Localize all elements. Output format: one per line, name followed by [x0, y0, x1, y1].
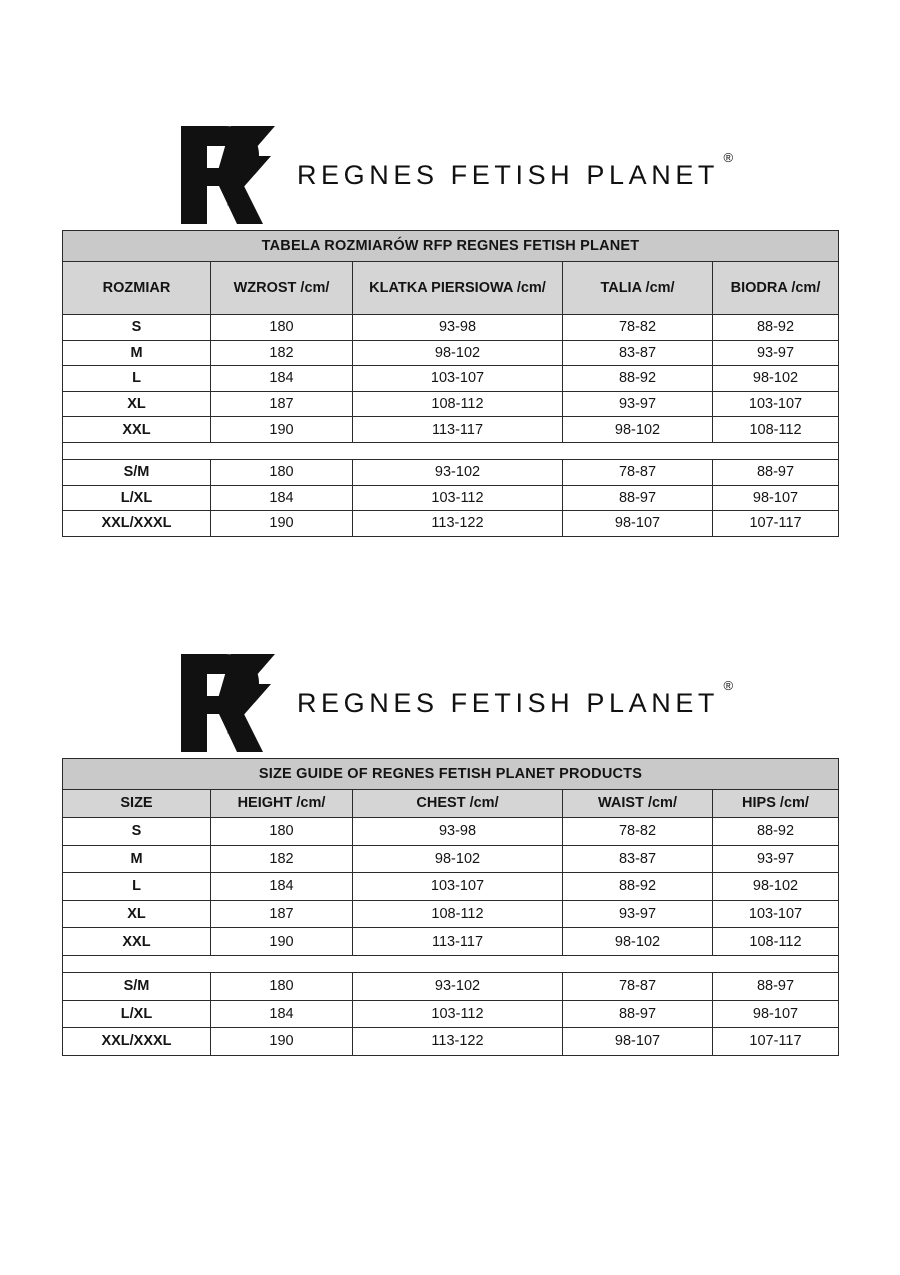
cell-chest: 93-98 — [353, 315, 563, 341]
cell-height: 184 — [211, 366, 353, 392]
cell-chest: 113-122 — [353, 511, 563, 537]
size-table-en — [62, 758, 839, 1056]
cell-chest: 93-98 — [353, 818, 563, 846]
cell-hips: 107-117 — [713, 511, 839, 537]
cell-waist: 88-97 — [563, 485, 713, 511]
column-header-height: HEIGHT /cm/ — [211, 790, 353, 818]
brand-name-text: REGNES FETISH PLANET — [296, 687, 720, 718]
cell-chest: 98-102 — [353, 845, 563, 873]
cell-waist: 98-107 — [563, 511, 713, 537]
cell-waist: 78-87 — [563, 459, 713, 485]
cell-chest: 103-107 — [353, 366, 563, 392]
cell-hips: 93-97 — [713, 340, 839, 366]
cell-height: 184 — [211, 485, 353, 511]
cell-height: 180 — [211, 972, 353, 1000]
table-group-spacer — [63, 955, 839, 972]
rfp-monogram-icon — [167, 122, 279, 228]
column-header-waist: WAIST /cm/ — [563, 790, 713, 818]
cell-waist: 78-82 — [563, 315, 713, 341]
rfp-monogram-icon — [167, 650, 279, 756]
cell-size: XL — [63, 391, 211, 417]
cell-chest: 113-117 — [353, 928, 563, 956]
table-row — [63, 485, 839, 511]
cell-waist: 98-102 — [563, 928, 713, 956]
cell-hips: 108-112 — [713, 417, 839, 443]
cell-chest: 93-102 — [353, 459, 563, 485]
cell-size: L/XL — [63, 1000, 211, 1028]
cell-waist: 98-107 — [563, 1028, 713, 1056]
column-header-hips: BIODRA /cm/ — [713, 262, 839, 315]
cell-size: XXL/XXXL — [63, 511, 211, 537]
cell-size: S — [63, 315, 211, 341]
table-row — [63, 972, 839, 1000]
table-header-row — [63, 262, 839, 315]
cell-size: M — [63, 845, 211, 873]
cell-height: 184 — [211, 873, 353, 901]
table-title-row — [63, 231, 839, 262]
table-row — [63, 340, 839, 366]
cell-height: 180 — [211, 459, 353, 485]
cell-height: 190 — [211, 511, 353, 537]
cell-chest: 103-112 — [353, 1000, 563, 1028]
table-row — [63, 459, 839, 485]
cell-size: S/M — [63, 972, 211, 1000]
brand-wordmark — [296, 677, 734, 719]
table-title: TABELA ROZMIARÓW RFP REGNES FETISH PLANET — [63, 231, 839, 262]
cell-hips: 103-107 — [713, 900, 839, 928]
table-row — [63, 928, 839, 956]
table-wrapper-en — [62, 758, 838, 1056]
cell-size: S/M — [63, 459, 211, 485]
table-row — [63, 366, 839, 392]
cell-size: L/XL — [63, 485, 211, 511]
table-row — [63, 417, 839, 443]
cell-chest: 108-112 — [353, 391, 563, 417]
brand-logo-pl — [0, 120, 900, 230]
registered-mark: ® — [723, 149, 734, 165]
cell-chest: 113-122 — [353, 1028, 563, 1056]
cell-height: 180 — [211, 315, 353, 341]
table-group-spacer — [63, 442, 839, 459]
column-header-chest: CHEST /cm/ — [353, 790, 563, 818]
cell-hips: 88-92 — [713, 818, 839, 846]
cell-chest: 93-102 — [353, 972, 563, 1000]
cell-height: 187 — [211, 391, 353, 417]
cell-hips: 98-107 — [713, 1000, 839, 1028]
cell-size: S — [63, 818, 211, 846]
column-header-waist: TALIA /cm/ — [563, 262, 713, 315]
brand-logo-en — [0, 648, 900, 758]
cell-waist: 93-97 — [563, 391, 713, 417]
cell-height: 190 — [211, 417, 353, 443]
cell-waist: 78-82 — [563, 818, 713, 846]
table-row — [63, 511, 839, 537]
cell-hips: 98-102 — [713, 366, 839, 392]
cell-waist: 83-87 — [563, 340, 713, 366]
cell-chest: 98-102 — [353, 340, 563, 366]
size-chart-section-pl — [0, 120, 900, 537]
table-title-row — [63, 759, 839, 790]
cell-hips: 98-107 — [713, 485, 839, 511]
size-table-pl — [62, 230, 839, 537]
cell-size: XXL — [63, 417, 211, 443]
cell-height: 190 — [211, 928, 353, 956]
cell-waist: 93-97 — [563, 900, 713, 928]
cell-height: 182 — [211, 845, 353, 873]
cell-height: 187 — [211, 900, 353, 928]
table-row — [63, 1000, 839, 1028]
cell-hips: 88-97 — [713, 972, 839, 1000]
cell-size: M — [63, 340, 211, 366]
cell-hips: 98-102 — [713, 873, 839, 901]
brand-wordmark — [296, 149, 734, 191]
cell-hips: 88-92 — [713, 315, 839, 341]
cell-hips: 88-97 — [713, 459, 839, 485]
table-row — [63, 818, 839, 846]
table-title: SIZE GUIDE OF REGNES FETISH PLANET PRODUCTS — [63, 759, 839, 790]
cell-height: 182 — [211, 340, 353, 366]
cell-height: 180 — [211, 818, 353, 846]
cell-chest: 108-112 — [353, 900, 563, 928]
column-header-size: SIZE — [63, 790, 211, 818]
brand-name-text: REGNES FETISH PLANET — [296, 159, 720, 190]
cell-waist: 88-97 — [563, 1000, 713, 1028]
cell-chest: 113-117 — [353, 417, 563, 443]
registered-mark: ® — [723, 677, 734, 693]
cell-size: XXL/XXXL — [63, 1028, 211, 1056]
column-header-chest: KLATKA PIERSIOWA /cm/ — [353, 262, 563, 315]
table-row — [63, 391, 839, 417]
cell-size: L — [63, 366, 211, 392]
cell-hips: 107-117 — [713, 1028, 839, 1056]
cell-waist: 98-102 — [563, 417, 713, 443]
cell-chest: 103-107 — [353, 873, 563, 901]
table-wrapper-pl — [62, 230, 838, 537]
column-header-height: WZROST /cm/ — [211, 262, 353, 315]
cell-chest: 103-112 — [353, 485, 563, 511]
cell-waist: 88-92 — [563, 366, 713, 392]
table-row — [63, 1028, 839, 1056]
spacer-cell — [63, 442, 839, 459]
cell-waist: 78-87 — [563, 972, 713, 1000]
spacer-cell — [63, 955, 839, 972]
cell-size: XL — [63, 900, 211, 928]
cell-height: 190 — [211, 1028, 353, 1056]
table-row — [63, 845, 839, 873]
cell-waist: 83-87 — [563, 845, 713, 873]
cell-hips: 108-112 — [713, 928, 839, 956]
cell-size: XXL — [63, 928, 211, 956]
cell-height: 184 — [211, 1000, 353, 1028]
table-header-row — [63, 790, 839, 818]
column-header-size: ROZMIAR — [63, 262, 211, 315]
table-row — [63, 873, 839, 901]
table-row — [63, 315, 839, 341]
cell-waist: 88-92 — [563, 873, 713, 901]
cell-hips: 103-107 — [713, 391, 839, 417]
size-chart-section-en — [0, 648, 900, 1056]
cell-hips: 93-97 — [713, 845, 839, 873]
cell-size: L — [63, 873, 211, 901]
table-row — [63, 900, 839, 928]
column-header-hips: HIPS /cm/ — [713, 790, 839, 818]
